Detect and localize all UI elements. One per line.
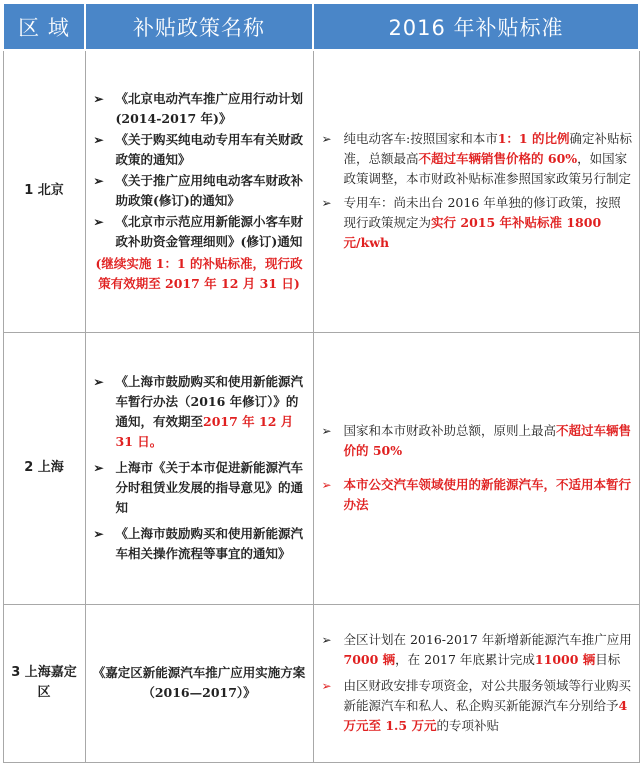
region-cell: 2 上海 <box>3 332 85 604</box>
list-item: ➢ 上海市《关于本市促进新能源汽车分时租赁业发展的指导意见》的通知 <box>93 460 304 515</box>
arrowhead-bullet-icon: ➢ <box>321 196 332 211</box>
list-item: ➢ 专用车：尚未出台 2016 年单独的修订政策，按照现行政策规定为实行 2015 年补贴标准 1800 元/kwh <box>321 195 621 251</box>
arrowhead-bullet-icon: ➢ <box>321 679 332 693</box>
list-item: ➢ 全区计划在 2016-2017 年新增新能源汽车推广应用7000 辆，在 2017 年底累计完成11000 辆目标 <box>321 632 632 667</box>
list-item: ➢ 《上海市鼓励购买和使用新能源汽车暂行办法（2016 年修订）》的通知，有效期至2017 年 12 月 31 日。 <box>93 374 304 449</box>
arrowhead-bullet-icon: ➢ <box>93 461 104 475</box>
policy-cell: 《嘉定区新能源汽车推广应用实施方案（2016—2017）》 <box>85 604 313 762</box>
arrowhead-bullet-icon: ➢ <box>93 527 104 541</box>
policy-list <box>92 89 307 252</box>
list-item: ➢ 《上海市鼓励购买和使用新能源汽车相关操作流程等事宜的通知》 <box>93 526 304 561</box>
list-item: ➢ 《关于购买纯电动专用车有关财政政策的通知》 <box>93 132 304 168</box>
arrowhead-bullet-icon: ➢ <box>321 633 332 647</box>
standard-list <box>320 421 633 515</box>
standard-list <box>320 630 633 736</box>
arrowhead-bullet-icon: ➢ <box>93 133 104 148</box>
region-cell: 1 北京 <box>3 50 85 332</box>
header-region: 区 域 <box>3 3 85 50</box>
policy-cell <box>85 332 313 604</box>
table-row-beijing <box>3 50 639 332</box>
standard-cell <box>313 332 639 604</box>
table-row-jiading <box>3 604 639 762</box>
region-cell: 3 上海嘉定区 <box>3 604 85 762</box>
arrowhead-bullet-icon: ➢ <box>93 375 104 389</box>
header-policy-name: 补贴政策名称 <box>85 3 313 50</box>
arrowhead-bullet-icon: ➢ <box>321 424 332 438</box>
list-item: ➢ 国家和本市财政补助总额，原则上最高不超过车辆售价的 50% <box>321 423 632 458</box>
list-item: ➢ 《北京电动汽车推广应用行动计划(2014-2017 年)》 <box>93 91 304 127</box>
list-item: ➢ 《北京市示范应用新能源小客车财政补助资金管理细则》(修订)通知 <box>93 214 304 250</box>
arrowhead-bullet-icon: ➢ <box>321 478 332 492</box>
list-item: ➢ 由区财政安排专项资金，对公共服务领域等行业购买新能源汽车和私人、私企购买新能源汽车分别给予4 万元至 1.5 万元的专项补贴 <box>321 678 632 733</box>
arrowhead-bullet-icon: ➢ <box>321 132 332 147</box>
arrowhead-bullet-icon: ➢ <box>93 92 104 107</box>
policy-cell <box>85 50 313 332</box>
standard-cell <box>313 50 639 332</box>
header-subsidy-standard: 2016 年补贴标准 <box>313 3 639 50</box>
standard-cell <box>313 604 639 762</box>
list-item: ➢ 本市公交汽车领域使用的新能源汽车，不适用本暂行办法 <box>321 477 632 512</box>
standard-list <box>320 129 633 253</box>
arrowhead-bullet-icon: ➢ <box>93 215 104 230</box>
header-row <box>3 3 639 50</box>
list-item: ➢ 《关于推广应用纯电动客车财政补助政策(修订)的通知》 <box>93 173 304 209</box>
arrowhead-bullet-icon: ➢ <box>93 174 104 189</box>
list-item: ➢ 纯电动客车:按照国家和本市1：1 的比例确定补贴标准，总额最高不超过车辆销售价格的 60%，如国家政策调整，本市财政补贴标准参照国家政策另行制定 <box>321 131 632 187</box>
subsidy-policy-table <box>2 2 640 763</box>
policy-list <box>92 372 307 564</box>
table-row-shanghai <box>3 332 639 604</box>
policy-note: (继续实施 1：1 的补贴标准，现行政策有效期至 2017 年 12 月 31 日) <box>95 256 303 292</box>
